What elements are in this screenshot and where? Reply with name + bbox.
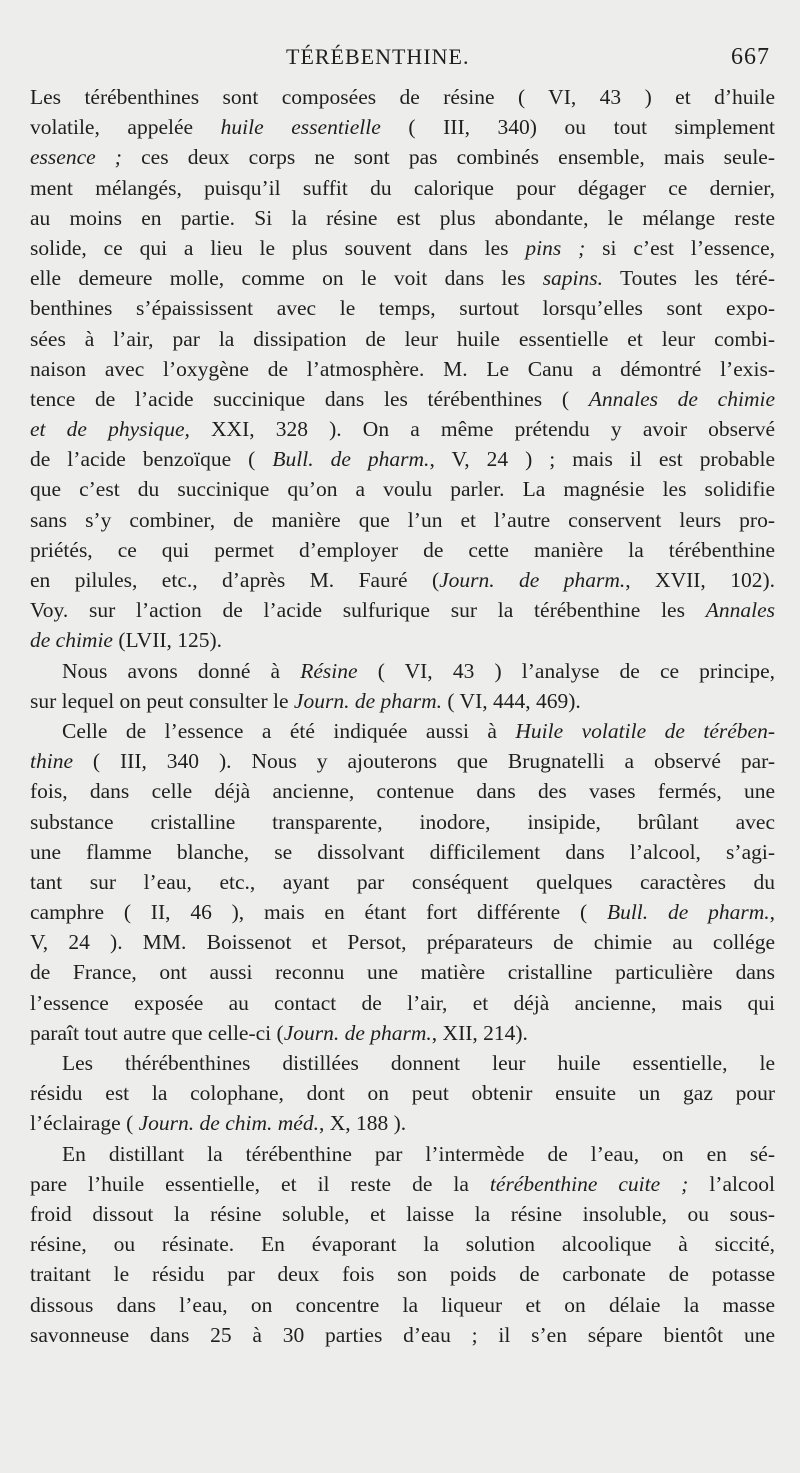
text-line: [30, 1229, 775, 1259]
italic-text: Journ. de pharm.: [439, 568, 626, 592]
text-segment: substance cristalline transparente, inodore, insipide, brûlant avec: [30, 809, 775, 834]
italic-text: thine: [30, 749, 73, 774]
text-line: [30, 384, 775, 414]
text-line: [30, 233, 775, 263]
paragraph: [30, 1048, 775, 1139]
text-line: [30, 686, 775, 716]
text-segment: priétés, ce qui permet d’employer de cette manière la térébenthine: [30, 537, 775, 562]
text-segment: , XVII, 102).: [625, 568, 775, 592]
italic-text: Huile volatile de térében-: [515, 718, 775, 743]
text-line: [30, 1048, 775, 1078]
text-segment: elle demeure molle, comme on le voit dans les: [30, 266, 543, 291]
text-segment: Les thérébenthines distillées donnent leur huile essentielle, le: [62, 1051, 775, 1075]
text-segment: Toutes les téré-: [603, 266, 776, 291]
text-segment: tence de l’acide succinique dans les térébenthines (: [30, 386, 589, 411]
text-segment: l’alcool: [688, 1171, 775, 1196]
text-segment: , V, 24 ) ; mais il est probable: [429, 447, 775, 472]
text-segment: ( III, 340) ou tout simplement: [380, 115, 775, 140]
text-segment: pare l’huile essentielle, et il reste de la: [30, 1171, 490, 1196]
italic-text: sapins.: [542, 266, 604, 291]
text-segment: de l’acide benzoïque (: [30, 447, 273, 472]
text-segment: naison avec l’oxygène de l’atmosphère. M. Le Canu a démontré l’exis-: [30, 356, 775, 381]
paragraph: [30, 716, 775, 1048]
text-segment: En distillant la térébenthine par l’intermède de l’eau, on en sé-: [62, 1141, 775, 1166]
text-segment: ( VI, 444, 469).: [442, 688, 581, 713]
text-line: [30, 1259, 775, 1289]
text-line: [30, 505, 775, 535]
text-line: [30, 1320, 775, 1350]
text-segment: résine, ou résinate. En évaporant la solution alcoolique à siccité,: [30, 1232, 775, 1257]
text-line: [30, 293, 775, 323]
text-segment: sans s’y combiner, de manière que l’un et l’autre conservent leurs pro-: [30, 507, 775, 532]
text-line: [30, 1108, 775, 1138]
text-line: [30, 927, 775, 957]
text-segment: sur lequel on peut consulter le: [30, 688, 294, 713]
text-segment: V, 24 ). MM. Boissenot et Persot, préparateurs de chimie au collége: [30, 930, 775, 955]
italic-text: Annales: [705, 598, 775, 623]
italic-text: Annales de chimie: [588, 386, 775, 411]
italic-text: Journ. de pharm.: [293, 688, 443, 713]
text-segment: traitant le résidu par deux fois son poids de carbonate de potasse: [30, 1262, 775, 1287]
text-segment: fois, dans celle déjà ancienne, contenue dans des vases fermés, une: [30, 779, 775, 804]
paragraph: [30, 1139, 775, 1350]
italic-text: Bull. de pharm.: [272, 447, 430, 472]
text-line: [30, 354, 775, 384]
paragraph: [30, 82, 775, 656]
text-line: [30, 565, 775, 595]
text-line: [30, 897, 775, 927]
text-line: [30, 1139, 775, 1169]
text-segment: , X, 188 ).: [318, 1111, 407, 1136]
text-line: [30, 444, 775, 474]
text-line: [30, 112, 775, 142]
text-segment: au moins en partie. Si la résine est plus abondante, le mélange reste: [30, 205, 775, 230]
text-segment: sées à l’air, par la dissipation de leur huile essentielle et leur combi-: [30, 326, 775, 351]
text-segment: l’éclairage (: [30, 1111, 139, 1136]
text-line: [30, 1018, 775, 1048]
text-line: [30, 535, 775, 565]
italic-text: térébenthine cuite ;: [489, 1171, 689, 1196]
text-segment: Les térébenthines sont composées de résine ( VI, 43 ) et d’huile: [30, 85, 775, 109]
italic-text: Journ. de pharm.: [283, 1020, 432, 1045]
text-segment: ces deux corps ne sont pas combinés ensemble, mais seule-: [121, 145, 775, 170]
text-line: [30, 716, 775, 746]
text-segment: ( VI, 43 ) l’analyse de ce principe,: [357, 658, 776, 683]
text-segment: ( III, 340 ). Nous y ajouterons que Brugnatelli a observé par-: [73, 749, 775, 774]
text-segment: si c’est l’essence,: [585, 235, 776, 260]
text-line: [30, 203, 775, 233]
text-segment: paraît tout autre que celle-ci (: [30, 1020, 284, 1045]
text-line: [30, 1290, 775, 1320]
text-segment: volatile, appelée: [30, 115, 221, 140]
text-segment: en pilules, etc., d’après M. Fauré (: [30, 568, 440, 592]
page-number: 667: [731, 44, 770, 70]
text-line: [30, 1169, 775, 1199]
text-line: [30, 776, 775, 806]
text-segment: ,: [769, 900, 775, 925]
text-line: [30, 1078, 775, 1108]
text-line: [30, 656, 775, 686]
text-line: [30, 324, 775, 354]
text-line: [30, 625, 775, 655]
text-line: [30, 82, 775, 112]
italic-text: Résine: [300, 658, 358, 683]
text-segment: savonneuse dans 25 à 30 parties d’eau ; il s’en sépare bientôt une: [30, 1322, 775, 1347]
italic-text: huile essentielle: [220, 115, 381, 140]
text-line: [30, 173, 775, 203]
text-line: [30, 263, 775, 293]
text-segment: solide, ce qui a lieu le plus souvent dans les: [30, 235, 526, 260]
text-segment: que c’est du succinique qu’on a voulu parler. La magnésie les solidifie: [30, 477, 775, 502]
text-line: [30, 807, 775, 837]
text-line: [30, 867, 775, 897]
text-line: [30, 595, 775, 625]
text-segment: une flamme blanche, se dissolvant difficilement dans l’alcool, s’agi-: [30, 839, 775, 864]
italic-text: Journ. de chim. méd.: [138, 1111, 319, 1136]
text-line: [30, 474, 775, 504]
text-segment: tant sur l’eau, etc., ayant par conséquent quelques caractères du: [30, 869, 775, 894]
text-line: [30, 988, 775, 1018]
text-segment: l’essence exposée au contact de l’air, et déjà ancienne, mais qui: [30, 990, 775, 1015]
text-line: [30, 746, 775, 776]
text-segment: dissous dans l’eau, on concentre la liqueur et on délaie la masse: [30, 1292, 775, 1317]
text-segment: Celle de l’essence a été indiquée aussi à: [62, 718, 516, 743]
italic-text: et de physique,: [30, 417, 190, 442]
text-segment: (LVII, 125).: [112, 628, 223, 653]
text-segment: benthines s’épaississent avec le temps, surtout lorsqu’elles sont expo-: [30, 296, 775, 321]
text-line: [30, 414, 775, 444]
text-segment: XXI, 328 ). On a même prétendu y avoir observé: [189, 417, 775, 442]
text-segment: froid dissout la résine soluble, et laisse la résine insoluble, ou sous-: [30, 1201, 775, 1226]
text-segment: camphre ( II, 46 ), mais en étant fort différente (: [30, 900, 607, 925]
text-line: [30, 837, 775, 867]
text-line: [30, 1199, 775, 1229]
text-segment: résidu est la colophane, dont on peut obtenir ensuite un gaz pour: [30, 1081, 775, 1106]
running-title: TÉRÉBENTHINE.: [286, 44, 470, 69]
body-text: [30, 82, 775, 1350]
italic-text: Bull. de pharm.: [606, 900, 770, 925]
italic-text: pins ;: [525, 235, 586, 260]
text-segment: , XII, 214).: [431, 1020, 528, 1045]
text-line: [30, 957, 775, 987]
paragraph: [30, 656, 775, 716]
text-segment: Voy. sur l’action de l’acide sulfurique sur la térébenthine les: [30, 598, 706, 623]
text-segment: ment mélangés, puisqu’il suffit du calorique pour dégager ce dernier,: [30, 175, 775, 200]
italic-text: de chimie: [30, 628, 113, 653]
text-segment: de France, ont aussi reconnu une matière cristalline particulière dans: [30, 960, 775, 985]
text-segment: Nous avons donné à: [62, 658, 301, 683]
italic-text: essence ;: [30, 145, 122, 170]
text-line: [30, 142, 775, 172]
